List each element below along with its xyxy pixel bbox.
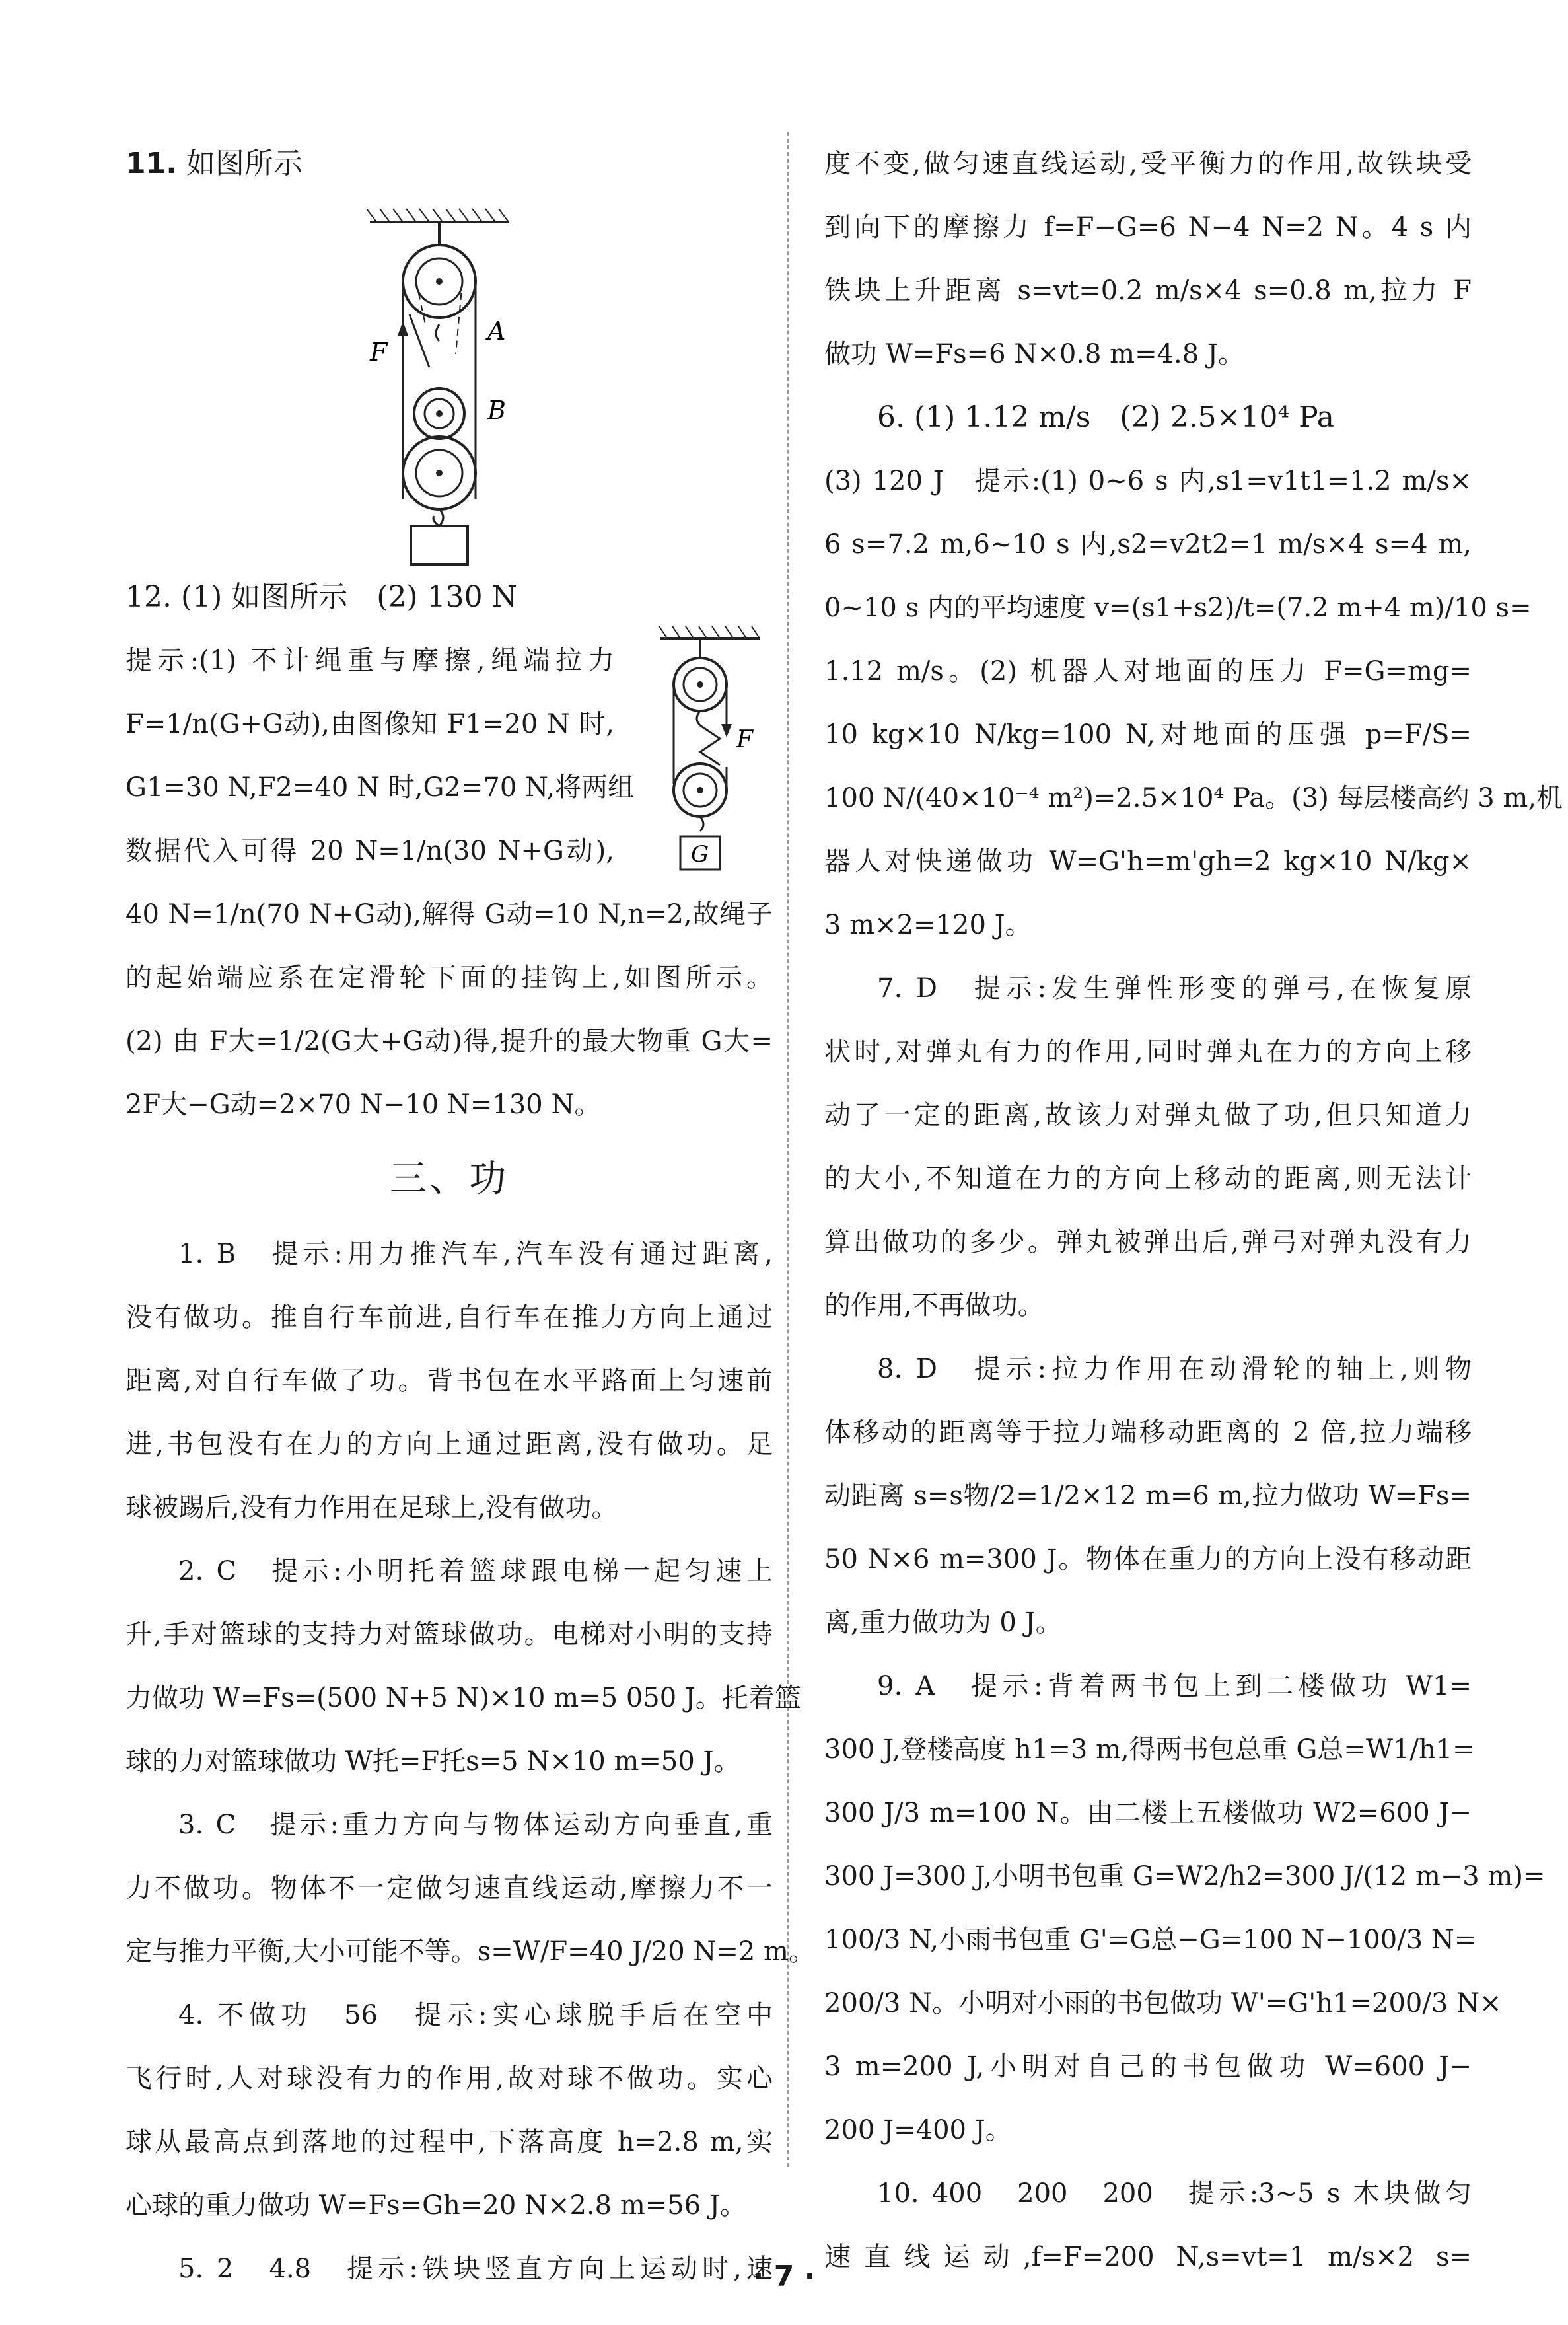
q1-line-1: 1. B 提示:用力推汽车,汽车没有通过距离, [178,1239,773,1269]
q7-line-5: 算出做功的多少。弹丸被弹出后,弹弓对弹丸没有力 [824,1227,1472,1257]
q4-line-4: 心球的重力做功 W=Fs=Gh=20 N×2.8 m=56 J。 [125,2190,746,2221]
q3-line-1: 3. C 提示:重力方向与物体运动方向垂直,重 [178,1810,773,1840]
q11-header [125,132,773,196]
q6-line-2: (3) 120 J 提示:(1) 0~6 s 内,s1=v1t1=1.2 m/s× [824,466,1472,496]
page-number: · 7 · [752,2260,816,2293]
q3-line-2: 力不做功。物体不一定做匀速直线运动,摩擦力不一 [125,1873,773,1903]
section-title: 三、功 [390,1158,509,1200]
q9-line-8: 200 J=400 J。 [824,2115,1012,2145]
q4-line-1: 4. 不做功 56 提示:实心球脱手后在空中 [178,2000,773,2030]
q8-block [824,1337,1472,1654]
q11-number: 11. [125,147,177,180]
q12-line-4: 数据代入可得 20 N=1/n(30 N+G动), [125,836,614,866]
q6-line-8: 器人对快递做功 W=G'h=m'gh=2 kg×10 N/kg× [824,846,1472,877]
q9-line-4: 300 J=300 J,小明书包重 G=W2/h2=300 J/(12 m−3 m)= [824,1861,1546,1892]
q12-hint-narrow [125,629,635,883]
q11-pulley-diagram [125,196,773,566]
q12-line-3: G1=30 N,F2=40 N 时,G2=70 N,将两组 [125,772,635,803]
left-column [125,132,815,2301]
q6-line-6: 10 kg×10 N/kg=100 N,对地面的压强 p=F/S= [824,720,1472,750]
q12-line-1: 提示:(1) 不计绳重与摩擦,绳端拉力 [125,646,614,676]
q3-block [125,1793,815,1983]
q12-line-6: 的起始端应系在定滑轮下面的挂钩上,如图所示。 [125,963,773,993]
q12-line-2: F=1/n(G+G动),由图像知 F1=20 N 时, [125,709,614,739]
q9-line-5: 100/3 N,小雨书包重 G'=G总−G=100 N−100/3 N= [824,1925,1477,1955]
q12-label-f: F [736,726,753,753]
q8-line-3: 动距离 s=s物/2=1/2×12 m=6 m,拉力做功 W=Fs= [824,1481,1472,1511]
q7-line-1: 7. D 提示:发生弹性形变的弹弓,在恢复原 [877,973,1472,1004]
q1-line-3: 距离,对自行车做了功。背书包在水平路面上匀速前 [125,1366,773,1396]
q8-line-1: 8. D 提示:拉力作用在动滑轮的轴上,则物 [877,1354,1472,1384]
q6-line-9: 3 m×2=120 J。 [824,910,1032,940]
q9-line-2: 300 J,登楼高度 h1=3 m,得两书包总重 G总=W1/h1= [824,1734,1475,1765]
right-column [824,132,1563,2289]
q9-line-6: 200/3 N。小明对小雨的书包做功 W'=G'h1=200/3 N× [824,1988,1502,2018]
q12-line-7: (2) 由 F大=1/2(G大+G动)得,提升的最大物重 G大= [125,1026,773,1056]
q10-line-1: 10. 400 200 200 提示:3~5 s 木块做匀 [877,2178,1472,2209]
q5-cont-block [824,132,1472,386]
q11-pulley-figure [125,196,773,566]
q1-line-5: 球被踢后,没有力作用在足球上,没有做功。 [125,1493,618,1523]
q6-line-4: 0~10 s 内的平均速度 v=(s1+s2)/t=(7.2 m+4 m)/10 s= [824,593,1532,623]
q7-line-3: 动了一定的距离,故该力对弹丸做了功,但只知道力 [824,1100,1472,1130]
q5-cont-line-3: 铁块上升距离 s=vt=0.2 m/s×4 s=0.8 m,拉力 F [824,276,1472,306]
q6-line-5: 1.12 m/s。(2) 机器人对地面的压力 F=G=mg= [824,656,1472,686]
q5-cont-line-2: 到向下的摩擦力 f=F−G=6 N−4 N=2 N。4 s 内 [824,212,1472,242]
q12-line-5: 40 N=1/n(70 N+G动),解得 G动=10 N,n=2,故绳子 [125,899,773,930]
q2-line-1: 2. C 提示:小明托着篮球跟电梯一起匀速上 [178,1556,773,1586]
q11-label-a: A [487,316,506,346]
q12-pulley-diagram [647,618,773,883]
q8-line-2: 体移动的距离等于拉力端移动距离的 2 倍,拉力端移 [824,1417,1472,1448]
q7-line-6: 的作用,不再做功。 [824,1290,1044,1321]
q8-line-4: 50 N×6 m=300 J。物体在重力的方向上没有移动距 [824,1544,1472,1574]
column-divider [787,132,789,2167]
q9-line-3: 300 J/3 m=100 N。由二楼上五楼做功 W2=600 J− [824,1798,1472,1828]
q4-block [125,1983,773,2237]
q5-cont-line-1: 度不变,做匀速直线运动,受平衡力的作用,故铁块受 [824,149,1472,179]
q2-line-3: 力做功 W=Fs=(500 N+5 N)×10 m=5 050 J。托着篮 [125,1683,801,1713]
q1-line-4: 进,书包没有在力的方向上通过距离,没有做功。足 [125,1429,773,1459]
q7-block [824,957,1472,1337]
q9-block [824,1654,1546,2162]
q6-block [824,386,1563,957]
q5-line-1: 5. 2 4.8 提示:铁块竖直方向上运动时,速 [178,2254,773,2284]
q10-line-2: 速直线运动,f=F=200 N,s=vt=1 m/s×2 s= [824,2242,1472,2272]
q8-line-5: 离,重力做功为 0 J。 [824,1607,1062,1638]
q11-text: 如图所示 [186,147,303,180]
q11-label-b: B [487,396,506,425]
q1-line-2: 没有做功。推自行车前进,自行车在推力方向上通过 [125,1302,773,1333]
q1-block [125,1222,773,1539]
q2-block [125,1539,801,1793]
q6-line-7: 100 N/(40×10⁻⁴ m²)=2.5×10⁴ Pa。(3) 每层楼高约 3 m,机 [824,783,1563,813]
q9-line-7: 3 m=200 J,小明对自己的书包做功 W=600 J− [824,2051,1472,2082]
q2-line-4: 球的力对篮球做功 W托=F托s=5 N×10 m=50 J。 [125,1746,740,1777]
q12-label-g: G [691,841,709,867]
q3-line-3: 定与推力平衡,大小可能不等。s=W/F=40 J/20 N=2 m。 [125,1937,815,1967]
q4-line-3: 球从最高点到落地的过程中,下落高度 h=2.8 m,实 [125,2127,773,2157]
q7-line-2: 状时,对弹丸有力的作用,同时弹丸在力的方向上移 [824,1037,1472,1067]
q7-line-4: 的大小,不知道在力的方向上移动的距离,则无法计 [824,1163,1472,1194]
q5-cont-line-4: 做功 W=Fs=6 N×0.8 m=4.8 J。 [824,339,1244,369]
q9-line-1: 9. A 提示:背着两书包上到二楼做功 W1= [877,1671,1472,1701]
q4-line-2: 飞行时,人对球没有力的作用,故对球不做功。实心 [125,2063,773,2094]
q6-line-1: 6. (1) 1.12 m/s (2) 2.5×10⁴ Pa [877,400,1334,434]
q11-label-f: F [370,338,388,367]
q12-line-8: 2F大−G动=2×70 N−10 N=130 N。 [125,1089,601,1120]
q2-line-2: 升,手对篮球的支持力对篮球做功。电梯对小明的支持 [125,1619,773,1650]
q6-line-3: 6 s=7.2 m,6~10 s 内,s2=v2t2=1 m/s×4 s=4 m, [824,529,1472,560]
q12-block [125,566,773,1136]
q12-header: 12. (1) 如图所示 (2) 130 N [125,580,518,614]
